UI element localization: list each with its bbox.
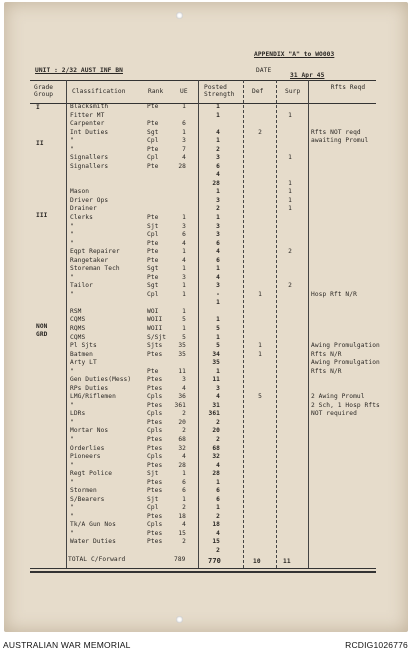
cell-classification: " xyxy=(70,274,74,281)
cell-posted: 4 xyxy=(216,462,220,469)
cell-ue: 3 xyxy=(182,137,186,144)
cell-rank: Sgt xyxy=(147,282,159,289)
cell-classification: Regt Police xyxy=(70,470,113,477)
cell-posted: 6 xyxy=(216,240,220,247)
column-divider xyxy=(243,80,244,568)
cell-rank: Sgt xyxy=(147,265,159,272)
cell-classification: Clerks xyxy=(70,214,93,221)
cell-rank: Sgt xyxy=(147,129,159,136)
cell-ue: 6 xyxy=(182,479,186,486)
cell-rank: Cpls xyxy=(147,410,163,417)
cell-ue: 18 xyxy=(178,513,186,520)
cell-classification: Water Duties xyxy=(70,538,116,545)
cell-classification: Pioneers xyxy=(70,453,101,460)
cell-posted: 1 xyxy=(216,504,220,511)
cell-rank: Cpl xyxy=(147,231,159,238)
cell-posted: 1 xyxy=(216,479,220,486)
cell-posted: 1 xyxy=(216,137,220,144)
unit-title: UNIT : 2/32 AUST INF BN xyxy=(35,67,123,74)
total-rule xyxy=(30,568,376,569)
cell-ue: 2 xyxy=(182,538,186,545)
col-grade-group: Grade Group xyxy=(34,84,54,98)
cell-rank: Cpl xyxy=(147,504,159,511)
cell-ue: 3 xyxy=(182,274,186,281)
col-classification: Classification xyxy=(72,88,126,95)
cell-ue: 1 xyxy=(182,308,186,315)
cell-classification: CQMS xyxy=(70,334,86,341)
archive-footer xyxy=(0,636,412,654)
cell-rfts-reqd: Rfts N/R xyxy=(311,368,342,375)
cell-ue: 28 xyxy=(178,163,186,170)
cell-rank: Cpl xyxy=(147,291,159,298)
cell-posted: 34 xyxy=(212,351,220,358)
cell-posted: 35 xyxy=(212,359,220,366)
cell-posted: 1 xyxy=(216,368,220,375)
cell-ue: 1 xyxy=(182,129,186,136)
cell-classification: " xyxy=(70,291,74,298)
cell-ue: 4 xyxy=(182,240,186,247)
cell-posted: 1 xyxy=(216,188,220,195)
cell-ue: 4 xyxy=(182,385,186,392)
cell-ue: 1 xyxy=(182,496,186,503)
cell-posted: 3 xyxy=(216,282,220,289)
cell-rank: Cpls xyxy=(147,521,163,528)
grade-group-label: III xyxy=(36,212,48,219)
cell-posted: 6 xyxy=(216,487,220,494)
cell-classification: " xyxy=(70,137,74,144)
cell-rank: Pte xyxy=(147,368,159,375)
cell-posted: 2 xyxy=(216,436,220,443)
cell-rank: WOI xyxy=(147,308,159,315)
cell-posted: 2 xyxy=(216,205,220,212)
cell-ue: 28 xyxy=(178,462,186,469)
cell-classification: " xyxy=(70,462,74,469)
cell-ue: 2 xyxy=(182,427,186,434)
cell-rfts-reqd: 2 Awing Promul xyxy=(311,393,365,400)
cell-classification: Arty LT xyxy=(70,359,97,366)
column-divider xyxy=(66,80,67,568)
cell-classification: RSM xyxy=(70,308,82,315)
cell-rfts-reqd: Awing Promulgation xyxy=(311,342,380,349)
cell-rank: Sjt xyxy=(147,496,159,503)
cell-surp: 1 xyxy=(288,112,292,119)
cell-ue: 36 xyxy=(178,393,186,400)
date-label: DATE xyxy=(256,67,272,74)
cell-classification: LMG/Riflemen xyxy=(70,393,116,400)
cell-classification: " xyxy=(70,504,74,511)
cell-posted: 4 xyxy=(216,274,220,281)
cell-ue: 6 xyxy=(182,487,186,494)
cell-ue: 35 xyxy=(178,342,186,349)
cell-classification: LDRs xyxy=(70,410,86,417)
cell-rank: Sjts xyxy=(147,342,163,349)
cell-ue: 20 xyxy=(178,419,186,426)
cell-rank: Pte xyxy=(147,120,159,127)
cell-ue: 7 xyxy=(182,146,186,153)
cell-classification: Tailor xyxy=(70,282,93,289)
cell-posted: 68 xyxy=(212,445,220,452)
cell-rank: Ptes xyxy=(147,462,163,469)
cell-posted: 4 xyxy=(216,393,220,400)
cell-rank: Pte xyxy=(147,248,159,255)
col-surp: Surp xyxy=(285,88,301,95)
cell-classification: Stormen xyxy=(70,487,97,494)
cell-ue: 1 xyxy=(182,470,186,477)
cell-posted: 31 xyxy=(212,402,220,409)
cell-posted: 18 xyxy=(212,521,220,528)
cell-rank: Ptes xyxy=(147,376,163,383)
cell-rank: Pte xyxy=(147,163,159,170)
cell-posted: 1 xyxy=(216,112,220,119)
cell-posted: 2 xyxy=(216,419,220,426)
date-value: 31 Apr 45 xyxy=(290,72,325,79)
cell-ue: 1 xyxy=(182,214,186,221)
cell-classification: Driver Ops xyxy=(70,197,109,204)
cell-posted: 2 xyxy=(216,146,220,153)
cell-rank: Pte xyxy=(147,103,159,110)
cell-ue: 11 xyxy=(178,368,186,375)
cell-rank: Ptes xyxy=(147,479,163,486)
cell-rank: Ptes xyxy=(147,351,163,358)
cell-posted: - xyxy=(216,291,220,298)
cell-classification: Signallers xyxy=(70,154,109,161)
cell-rank: Cpls xyxy=(147,453,163,460)
cell-ue: 5 xyxy=(182,316,186,323)
cell-posted: 3 xyxy=(216,385,220,392)
cell-rfts-reqd: 2 Sch, 1 Hosp Rfts xyxy=(311,402,380,409)
cell-rfts-reqd: awaiting Promul xyxy=(311,137,369,144)
cell-posted: 1 xyxy=(216,265,220,272)
cell-ue: 4 xyxy=(182,521,186,528)
cell-rank: WOII xyxy=(147,316,163,323)
cell-ue: 1 xyxy=(182,265,186,272)
cell-rank: Cpls xyxy=(147,427,163,434)
cell-rank: Cpl xyxy=(147,154,159,161)
cell-ue: 2 xyxy=(182,410,186,417)
cell-classification: " xyxy=(70,231,74,238)
cell-posted: 28 xyxy=(212,470,220,477)
cell-posted: 3 xyxy=(216,231,220,238)
cell-classification: " xyxy=(70,146,74,153)
cell-classification: CQMS xyxy=(70,316,86,323)
cell-classification: Int Duties xyxy=(70,129,109,136)
cell-rank: Pte xyxy=(147,214,159,221)
cell-classification: Signallers xyxy=(70,163,109,170)
cell-classification: Pl Sjts xyxy=(70,342,97,349)
cell-classification: Storeman Tech xyxy=(70,265,120,272)
cell-classification: S/Bearers xyxy=(70,496,105,503)
cell-classification: Mortar Nos xyxy=(70,427,109,434)
cell-ue: 1 xyxy=(182,291,186,298)
grade-group-label: GRD xyxy=(36,331,48,338)
punch-hole xyxy=(176,12,183,19)
cell-def: 1 xyxy=(258,342,262,349)
cell-posted: 2 xyxy=(216,513,220,520)
cell-classification: " xyxy=(70,436,74,443)
col-rfts-reqd: Rfts Reqd xyxy=(330,84,366,91)
cell-ue: 1 xyxy=(182,103,186,110)
cell-classification: Fitter MT xyxy=(70,112,105,119)
cell-classification: " xyxy=(70,513,74,520)
cell-ue: 68 xyxy=(178,436,186,443)
cell-classification: " xyxy=(70,223,74,230)
total-ue: 789 xyxy=(174,556,186,563)
cell-classification: Orderlies xyxy=(70,445,105,452)
cell-rfts-reqd: Awing Promulgation xyxy=(311,359,380,366)
cell-posted: 5 xyxy=(216,325,220,332)
top-rule xyxy=(30,80,376,81)
cell-posted: 3 xyxy=(216,154,220,161)
cell-classification: RQMS xyxy=(70,325,86,332)
cell-rfts-reqd: Rfts NOT reqd xyxy=(311,129,361,136)
cell-classification: Gen Duties(Mess) xyxy=(70,376,132,383)
cell-rfts-reqd: Hosp Rft N/R xyxy=(311,291,357,298)
cell-posted: 20 xyxy=(212,427,220,434)
cell-classification: " xyxy=(70,530,74,537)
cell-classification: Carpenter xyxy=(70,120,105,127)
cell-rank: Cpl xyxy=(147,137,159,144)
column-divider xyxy=(308,80,309,568)
punch-hole xyxy=(176,616,183,623)
cell-ue: 1 xyxy=(182,325,186,332)
appendix-ref: APPENDIX "A" to WO003 xyxy=(254,51,335,58)
footer-source: AUSTRALIAN WAR MEMORIAL xyxy=(3,640,131,650)
cell-posted: 4 xyxy=(216,171,220,178)
footer-reference: RCDIG1026776 xyxy=(345,640,408,650)
cell-classification: " xyxy=(70,240,74,247)
cell-ue: 4 xyxy=(182,154,186,161)
cell-rank: Pte xyxy=(147,257,159,264)
cell-rank: WOII xyxy=(147,325,163,332)
cell-classification: Blacksmith xyxy=(70,103,109,110)
cell-rank: Pte xyxy=(147,274,159,281)
cell-ue: 5 xyxy=(182,334,186,341)
cell-def: 1 xyxy=(258,351,262,358)
grade-group-label: I xyxy=(36,104,40,111)
total-rule-double xyxy=(30,571,376,573)
cell-posted: 11 xyxy=(212,376,220,383)
cell-classification: " xyxy=(70,419,74,426)
cell-posted: 5 xyxy=(216,342,220,349)
cell-rank: Pte xyxy=(147,146,159,153)
cell-posted: 15 xyxy=(212,538,220,545)
cell-ue: 1 xyxy=(182,282,186,289)
cell-def: 5 xyxy=(258,393,262,400)
cell-classification: " xyxy=(70,402,74,409)
cell-classification: Batmen xyxy=(70,351,93,358)
cell-posted: 3 xyxy=(216,223,220,230)
cell-rank: Ptes xyxy=(147,436,163,443)
cell-rfts-reqd: Rfts N/R xyxy=(311,351,342,358)
cell-classification: Tk/A Gun Nos xyxy=(70,521,116,528)
cell-ue: 1 xyxy=(182,248,186,255)
cell-ue: 361 xyxy=(174,402,186,409)
cell-posted: 1 xyxy=(216,103,220,110)
cell-rank: Ptes xyxy=(147,419,163,426)
cell-rank: Ptes xyxy=(147,402,163,409)
cell-posted: 28 xyxy=(212,180,220,187)
cell-rank: S/Sjt xyxy=(147,334,167,341)
col-ue: UE xyxy=(180,88,188,95)
total-def: 10 xyxy=(253,558,261,565)
cell-rank: Pte xyxy=(147,240,159,247)
cell-rank: Ptes xyxy=(147,385,163,392)
column-divider xyxy=(198,80,199,568)
cell-classification: RPs Duties xyxy=(70,385,109,392)
cell-classification: " xyxy=(70,368,74,375)
cell-posted: 4 xyxy=(216,129,220,136)
cell-posted: 32 xyxy=(212,453,220,460)
cell-surp: 2 xyxy=(288,248,292,255)
cell-rank: Ptes xyxy=(147,487,163,494)
cell-ue: 3 xyxy=(182,223,186,230)
cell-ue: 4 xyxy=(182,453,186,460)
cell-surp: 1 xyxy=(288,205,292,212)
cell-posted: 6 xyxy=(216,257,220,264)
cell-surp: 1 xyxy=(288,154,292,161)
cell-posted: 4 xyxy=(216,530,220,537)
col-posted-strength: Posted Strength xyxy=(204,84,235,98)
col-rank: Rank xyxy=(148,88,164,95)
cell-posted: 361 xyxy=(208,410,220,417)
cell-rank: Cpls xyxy=(147,393,163,400)
total-posted: 770 xyxy=(208,557,221,565)
cell-posted: 4 xyxy=(216,248,220,255)
cell-posted: 1 xyxy=(216,299,220,306)
cell-ue: 3 xyxy=(182,376,186,383)
cell-ue: 6 xyxy=(182,231,186,238)
cell-ue: 4 xyxy=(182,257,186,264)
cell-ue: 32 xyxy=(178,445,186,452)
cell-ue: 15 xyxy=(178,530,186,537)
total-surp: 11 xyxy=(283,558,291,565)
cell-classification: Drainer xyxy=(70,205,97,212)
cell-posted: 2 xyxy=(216,547,220,554)
cell-posted: 1 xyxy=(216,316,220,323)
cell-rank: Sjt xyxy=(147,223,159,230)
cell-rank: Ptes xyxy=(147,513,163,520)
cell-ue: 35 xyxy=(178,351,186,358)
cell-posted: 3 xyxy=(216,197,220,204)
cell-rfts-reqd: NOT required xyxy=(311,410,357,417)
cell-posted: 6 xyxy=(216,163,220,170)
cell-classification: Mason xyxy=(70,188,90,195)
cell-rank: Ptes xyxy=(147,530,163,537)
cell-rank: Ptes xyxy=(147,445,163,452)
cell-surp: 2 xyxy=(288,282,292,289)
cell-rank: Sjt xyxy=(147,470,159,477)
cell-classification: Rangetaker xyxy=(70,257,109,264)
cell-rank: Ptes xyxy=(147,538,163,545)
cell-posted: 1 xyxy=(216,214,220,221)
cell-surp: 1 xyxy=(288,188,292,195)
col-def: Def xyxy=(252,88,264,95)
grade-group-label: II xyxy=(36,140,44,147)
cell-def: 2 xyxy=(258,129,262,136)
grade-group-label: NON xyxy=(36,323,48,330)
cell-ue: 6 xyxy=(182,120,186,127)
cell-classification: Eqpt Repairer xyxy=(70,248,120,255)
cell-classification: " xyxy=(70,479,74,486)
cell-surp: 1 xyxy=(288,197,292,204)
cell-posted: 1 xyxy=(216,334,220,341)
cell-surp: 1 xyxy=(288,180,292,187)
total-label: TOTAL C/Forward xyxy=(68,556,126,563)
cell-def: 1 xyxy=(258,291,262,298)
cell-ue: 2 xyxy=(182,504,186,511)
cell-posted: 6 xyxy=(216,496,220,503)
